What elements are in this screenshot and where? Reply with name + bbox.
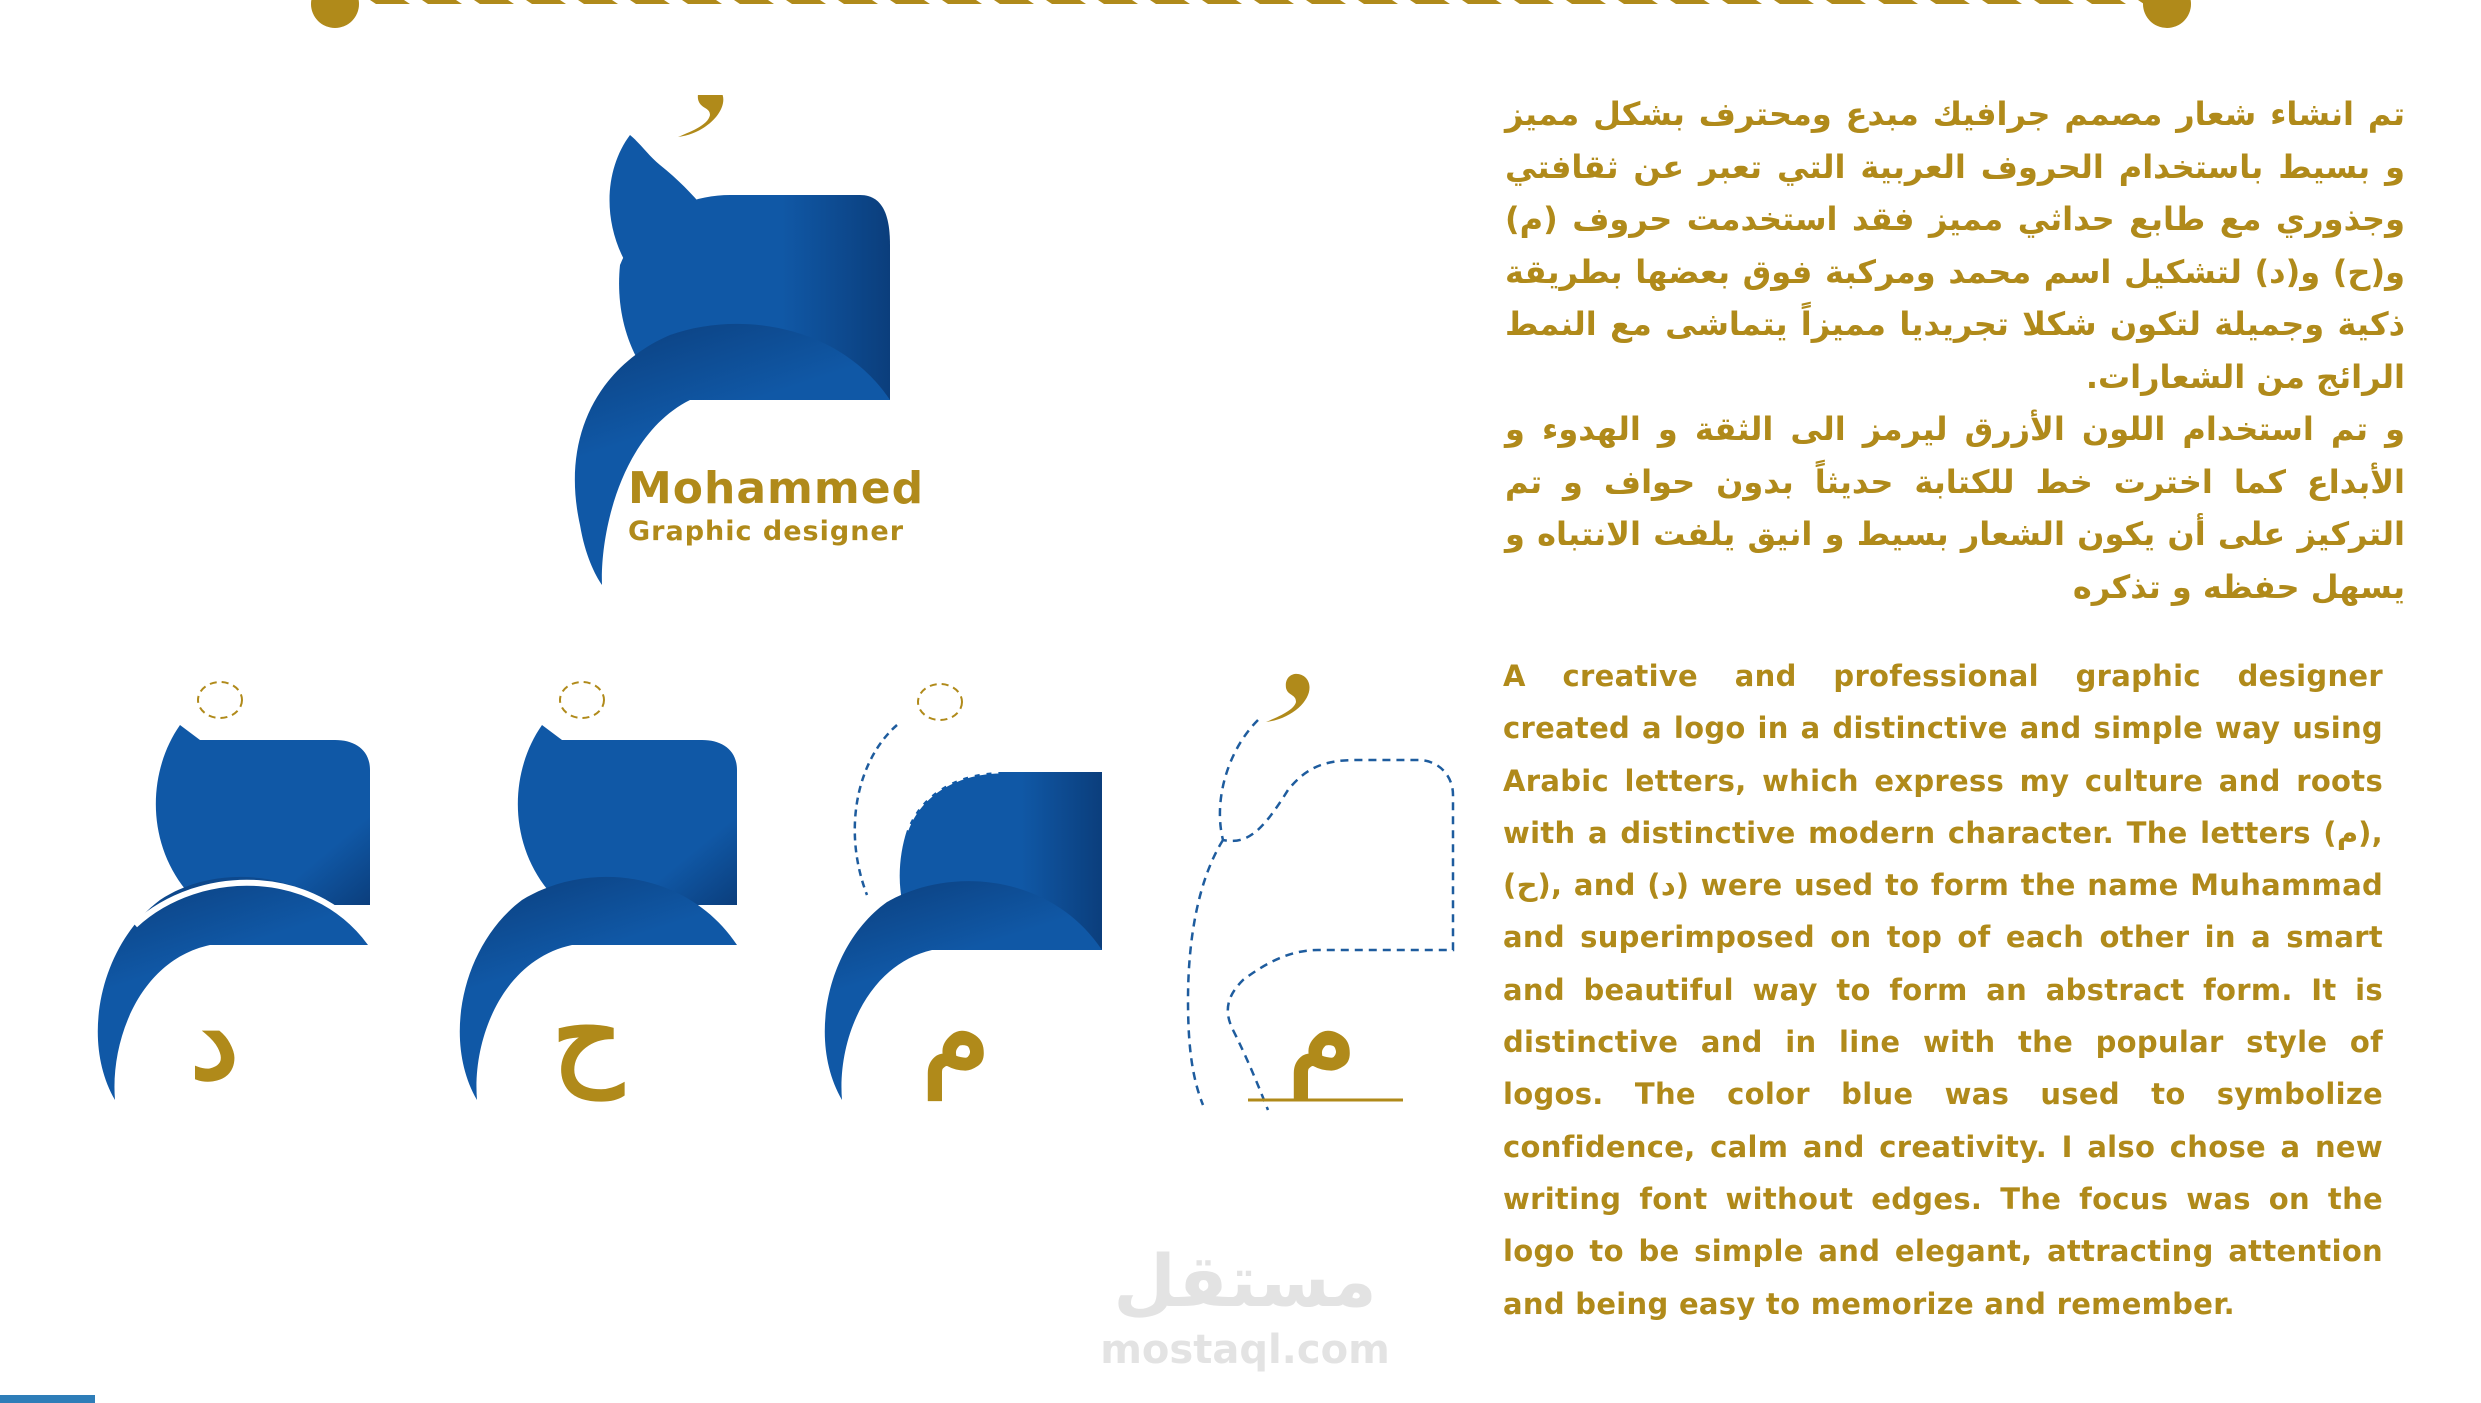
step-mim-filled	[812, 680, 1112, 1120]
band-dash	[526, 0, 566, 4]
logo-dot-shape	[678, 95, 723, 137]
band-dash	[2086, 0, 2126, 4]
band-dash	[1618, 0, 1658, 4]
corner-accent-bar	[0, 1395, 95, 1403]
dashed-outline-inner	[1233, 1030, 1268, 1110]
band-dash	[786, 0, 826, 4]
step-top-shape	[518, 725, 737, 905]
right-ornament-dot	[2143, 0, 2191, 28]
brand-role: Graphic designer	[628, 516, 905, 547]
watermark-domain: mostaql.com	[1100, 1327, 1390, 1373]
step-mim-outline	[1168, 680, 1468, 1120]
band-dash	[838, 0, 878, 4]
band-dash	[1878, 0, 1918, 4]
band-dash	[1306, 0, 1346, 4]
band-dash	[1358, 0, 1398, 4]
english-description	[1503, 650, 2383, 1330]
band-dash	[1462, 0, 1502, 4]
band-dash	[942, 0, 982, 4]
dashed-guide	[855, 725, 897, 895]
band-dash	[578, 0, 618, 4]
band-dash	[474, 0, 514, 4]
band-dash	[682, 0, 722, 4]
band-dash	[1202, 0, 1242, 4]
band-dash	[422, 0, 462, 4]
band-dash	[1826, 0, 1866, 4]
left-ornament-dot	[311, 0, 359, 28]
letter-mim-isolated: م	[1288, 970, 1357, 1099]
band-dash	[734, 0, 774, 4]
band-dash	[1670, 0, 1710, 4]
step-ha-overlay	[452, 680, 752, 1120]
band-dash	[1982, 0, 2022, 4]
band-dash	[890, 0, 930, 4]
band-dash	[1150, 0, 1190, 4]
band-dash	[2034, 0, 2074, 4]
watermark-logo: مستقل	[1113, 1239, 1377, 1323]
band-dash	[1046, 0, 1086, 4]
step-dal-icon	[90, 680, 390, 1120]
band-dash	[1774, 0, 1814, 4]
band-dash	[1566, 0, 1606, 4]
english-paragraph: A creative and professional graphic designer created a logo in a distinctive and simple way using Arabic letters, which express my culture and roots with a distinctive modern character. The letters (م), (ح), and (د) were used to form the name Muhammad and superimposed on top of each other in a smart and beautiful way to form an abstract form. It is distinctive and in line with the popular style of logos. The color blue was used to symbolize confidence, calm and creativity. I also chose a new writing font without edges. The focus was on the logo to be simple and elegant, attracting attention and being easy to memorize and remember.	[1503, 659, 2384, 1321]
band-dash	[630, 0, 670, 4]
band-dash	[1930, 0, 1970, 4]
ghost-dot-icon	[560, 682, 604, 718]
arabic-description	[1505, 88, 2405, 613]
arabic-paragraph-1: تم انشاء شعار مصمم جرافيك مبدع ومحترف بشكل مميز و بسيط باستخدام الحروف العربية التي تعبر عن ثقافتي وجذوري مع طابع حداثي مميز فقد استخدمت حروف (م) و(ح) و(د) لتشكيل اسم محمد ومركبة فوق بعضها بطريقة ذكية وجميلة لتكون شكلا تجريديا مميزاً يتماشى مع النمط الرائج من الشعارات.	[1505, 95, 2405, 396]
step-dal-overlay	[90, 680, 390, 1120]
letter-mim: م	[922, 970, 991, 1099]
brand-name: Mohammed	[628, 463, 925, 514]
top-decorative-border	[0, 0, 2481, 40]
arabic-paragraph-2: و تم استخدام اللون الأزرق ليرمز الى الثقة و الهدوء و الأبداع كما اخترت خط للكتابة حديثاً بدون حواف و تم التركيز على أن يكون الشعار بسيط و انيق يلفت الانتباه و يسهل حفظه و تذكره	[1505, 410, 2405, 606]
logo-dot-shape	[1266, 674, 1310, 722]
band-dash	[1514, 0, 1554, 4]
band-dash	[1410, 0, 1450, 4]
ghost-dot-icon	[198, 682, 242, 718]
band-dash	[370, 0, 410, 4]
band-dash	[1722, 0, 1762, 4]
letter-dal: د	[190, 975, 239, 1104]
dashed-outline-left	[1188, 840, 1223, 1105]
letter-ha: ح	[552, 970, 624, 1099]
band-dash	[1254, 0, 1294, 4]
step-top-shape	[156, 725, 370, 905]
band-dash	[994, 0, 1034, 4]
band-dash	[1098, 0, 1138, 4]
ghost-dot-icon	[918, 684, 962, 720]
